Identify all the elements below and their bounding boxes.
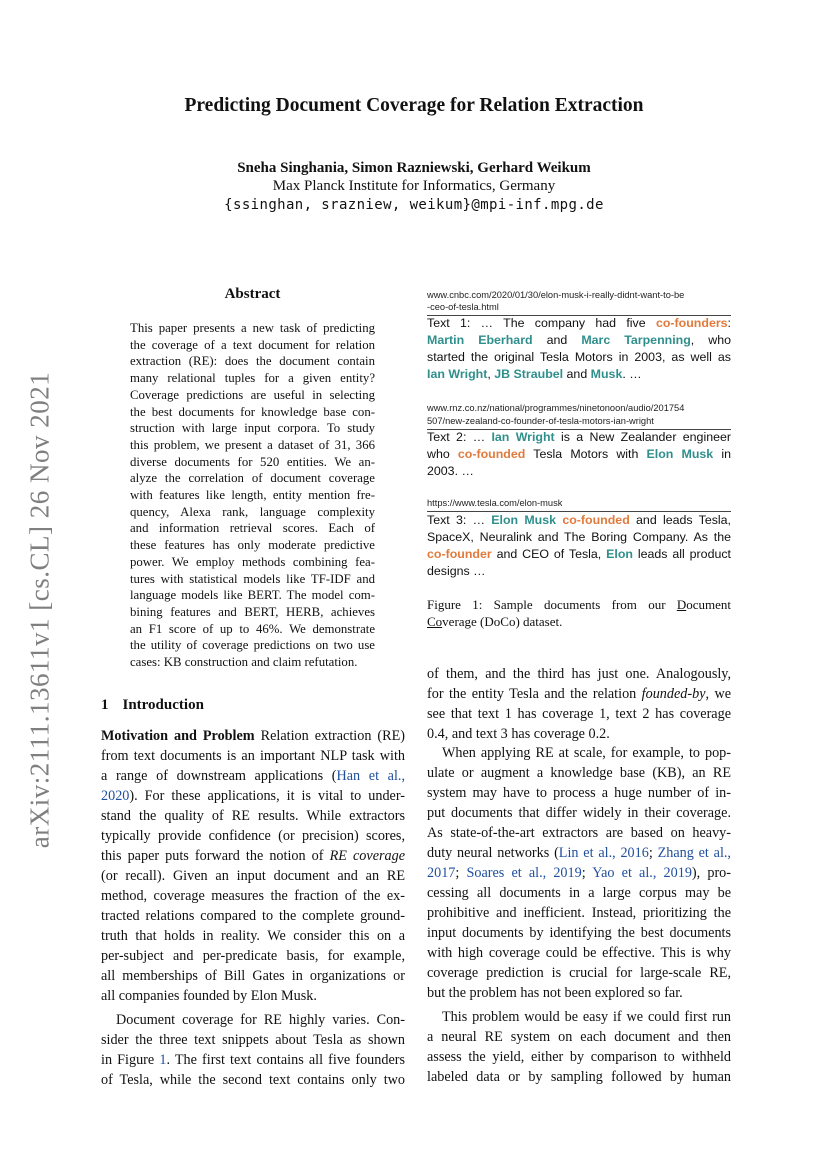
abstract-line: struction with large input corpora. To study [130,421,375,436]
figure-caption: Figure 1: Sample documents from our Document [427,597,731,612]
intro-line: typically provide confidence (or precision) scores, [101,828,405,844]
snippet-1-url: www.cnbc.com/2020/01/30/elon-musk-i-really-didnt-want-to-be [427,290,685,300]
body-line: 0.4, and text 3 has coverage 0.2. [427,726,610,742]
intro-line: Document coverage for RE highly varies. Con- [116,1012,405,1028]
body-line: 2017; Soares et al., 2019; Yao et al., 2019), pro- [427,865,731,881]
intro-line: per-subject and per-predicate basis, for example, [101,948,405,964]
snippet-2-line: 2003. … [427,464,474,478]
figure-reference-link[interactable]: 1 [159,1052,167,1068]
body-line: assess the yield, either by comparison to withheld [427,1049,731,1065]
body-line: labeled data or by sampling followed by human [427,1069,731,1085]
entity-highlight: Elon Musk [646,447,714,461]
abstract-line: this problem, we present a dataset of 31, 366 [130,437,375,452]
figure-caption-cont: Coverage (DoCo) dataset. [427,614,563,629]
intro-line: from text documents is an important NLP task with [101,748,405,764]
abstract-line: the best documents for knowledge base con- [130,404,375,419]
entity-highlight: Marc Tarpenning [581,333,691,347]
body-line: put documents that differ widely in their coverage. [427,805,731,821]
citation-link[interactable]: Zhang et al., [657,845,731,861]
arxiv-stamp-text: arXiv:2111.13611v1 [cs.CL] 26 Nov 2021 [24,371,55,849]
relation-highlight: co-founder [427,547,492,561]
body-line: When applying RE at scale, for example, to pop- [442,745,731,761]
abstract-line: Coverage predictions are useful in selecting [130,387,375,402]
snippet-2-line: Text 2: … Ian Wright is a New Zealander engineer [427,430,731,444]
body-line: As state-of-the-art extractors are based on heavy- [427,825,731,841]
snippet-3-line: co-founder and CEO of Tesla, Elon leads all product [427,547,731,561]
abstract-line: This paper presents a new task of predicting [130,321,375,335]
abstract-line: diverse documents for 520 entities. We an- [130,454,375,469]
body-line: ulate or augment a knowledge base (KB), an RE [427,765,731,781]
citation-link[interactable]: 2017 [427,865,456,881]
abstract-line: power. We employ methods combining fea- [130,554,375,569]
emphasis: RE coverage [329,848,406,864]
snippet-3-line: designs … [427,564,486,578]
snippet-3-line: Text 3: … Elon Musk co-founded and leads Tesla, [427,513,731,527]
intro-line: stand the quality of RE results. While extractors [101,808,405,824]
intro-line: all companies founded by Elon Musk. [101,988,317,1004]
intro-line: Motivation and Problem Relation extraction (RE) [101,728,405,744]
body-line: system may have to process a huge number of in- [427,785,731,801]
section-title: Introduction [122,697,204,713]
body-line: prohibitive and inefficient. Instead, prioritizing the [427,905,731,921]
abstract-line: these features has only moderate predictive [130,538,375,553]
body-line: of them, and the third has just one. Analogously, [427,666,731,682]
relation-highlight: co-founded [562,513,630,527]
relation-highlight: co-founded [457,447,526,461]
author-list: Sneha Singhania, Simon Razniewski, Gerhard Weikum [237,160,591,176]
entity-highlight: Ian Wright [427,367,488,381]
body-line: input documents by identifying the best documents [427,925,731,941]
snippet-1-line: started the original Tesla Motors in 2003, as well as [427,350,731,364]
abstract-line: the coverage of a text document for relation [130,337,375,352]
body-line: cessing all documents in a large corpus may be [427,885,731,901]
relation-highlight: co-founders [655,316,728,330]
author-emails: {ssinghan, srazniew, weikum}@mpi-inf.mpg.de [224,197,604,213]
abstract-line: cases: KB construction and claim refutation. [130,655,358,669]
snippet-3-line: SpaceX, Neuralink and The Boring Company. As the [427,530,731,544]
snippet-2-line: who co-founded Tesla Motors with Elon Musk in [427,447,731,461]
abstract-line: and information retrieval scores. Each of [130,521,375,536]
section-number: 1 [101,697,109,713]
entity-highlight: JB Straubel [494,367,564,381]
body-line: This problem would be easy if we could first run [442,1009,731,1025]
emphasis: founded-by [641,686,706,702]
paper-title: Predicting Document Coverage for Relation Extraction [184,95,644,116]
intro-line: tracted relations compared to the complete ground- [101,908,405,924]
intro-line: method, coverage measures the fraction of the ex- [101,888,405,904]
snippet-3-url: https://www.tesla.com/elon-musk [427,498,563,508]
citation-link[interactable]: 2020 [101,788,130,804]
snippet-1-url-cont: -ceo-of-tesla.html [427,302,499,312]
entity-highlight: Elon Musk [491,513,557,527]
snippet-2-url-cont: 507/new-zealand-co-founder-of-tesla-motors-ian-wright [427,416,654,426]
abstract-line: bining features and BERT, HERB, achieves [130,604,375,619]
snippet-1-line: Martin Eberhard and Marc Tarpenning, who [427,333,731,347]
entity-highlight: Elon [606,547,633,561]
body-line: a neural RE system on each document and then [427,1029,731,1045]
body-line: for the entity Tesla and the relation founded-by, we [427,686,731,702]
intro-line: all memberships of Bill Gates in organizations or [101,968,405,984]
intro-line: a range of downstream applications (Han et al., [101,768,405,784]
entity-highlight: Martin Eberhard [427,333,533,347]
abstract-heading: Abstract [224,286,281,302]
citation-link[interactable]: Lin et al., 2016 [558,845,649,861]
citation-link[interactable]: Soares et al., 2019 [466,865,582,881]
paragraph-lead: Motivation and Problem [101,728,255,744]
abstract-line: language models like BERT. The model com- [130,588,375,603]
intro-line: (or recall). Given an input document and an RE [101,868,405,884]
intro-line: of Tesla, while the second text contains only two [101,1072,405,1088]
citation-link[interactable]: Han et al., [336,768,405,784]
abstract-line: tures with statistical models like TF-IDF and [130,571,375,586]
intro-line: truth that holds in reality. We consider this on a [101,928,405,944]
body-line: duty neural networks (Lin et al., 2016; Zhang et al., [427,845,731,861]
snippet-1-line: Ian Wright, JB Straubel and Musk. … [427,367,642,381]
body-line: with high coverage could be effective. This is why [427,945,731,961]
affiliation: Max Planck Institute for Informatics, Germany [272,178,556,194]
intro-line: sider the three text snippets about Tesla as shown [101,1032,405,1048]
body-line: coverage prediction is crucial for large-scale RE, [427,965,731,981]
snippet-1-line: Text 1: … The company had five co-founders: [427,316,731,330]
abstract-line: extraction (RE): does the document contain [130,354,375,369]
body-line: but the problem has not been explored so far. [427,985,683,1001]
intro-line: in Figure 1. The first text contains all five founders [101,1052,405,1068]
entity-highlight: Ian Wright [491,430,555,444]
abstract-line: the utility of coverage predictions on two use [130,638,375,653]
intro-line: this paper puts forward the notion of RE coverage [101,848,406,864]
citation-link[interactable]: Yao et al., 2019 [592,865,692,881]
abstract-line: quency, Alexa rank, language complexity [130,504,375,519]
section-heading-introduction [101,697,204,714]
abstract-line: with features like length, entity mention fre- [130,488,375,502]
abstract-line: many relational tuples for a given entity? [130,371,375,386]
arxiv-identifier [20,360,60,860]
intro-line: 2020). For these applications, it is vital to under- [101,788,405,804]
body-line: see that text 1 has coverage 1, text 2 has coverage [427,706,731,722]
snippet-2-url: www.rnz.co.nz/national/programmes/ninetonoon/audio/201754 [427,403,685,413]
abstract-line: an F1 score of up to 46%. We demonstrate [130,621,375,636]
entity-highlight: Musk [590,367,623,381]
abstract-line: alyze the correlation of document coverage [130,471,375,486]
